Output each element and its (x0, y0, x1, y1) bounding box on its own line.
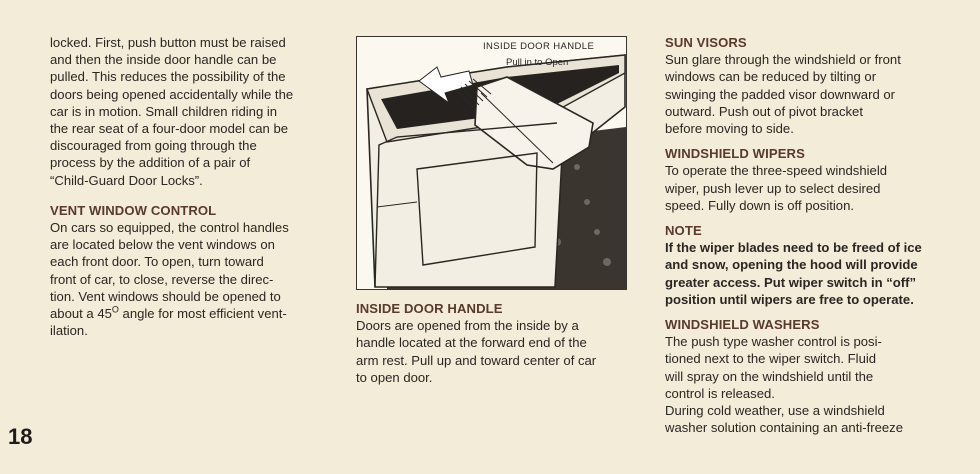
text-line: swinging the padded visor downward or (665, 86, 896, 102)
text-line: handle located at the forward end of the (356, 335, 587, 351)
angle-line-prefix: about a 45 (50, 306, 112, 322)
vent-window-heading: VENT WINDOW CONTROL (50, 202, 217, 218)
windshield-wipers-paragraph (665, 162, 939, 214)
vent-window-paragraph (50, 219, 322, 339)
text-line: discouraged from going through the (50, 138, 257, 154)
text-line: windows can be reduced by tilting or (665, 69, 877, 85)
sun-visors-heading: SUN VISORS (665, 35, 747, 50)
text-line: washer solution containing an anti-freeze (665, 420, 904, 436)
windshield-washers-heading: WINDSHIELD WASHERS (665, 317, 820, 333)
angle-line-suffix: angle for most efficient vent- (118, 306, 287, 322)
text-line: speed. Fully down is off position. (665, 197, 854, 213)
text-line: During cold weather, use a windshield (665, 403, 885, 419)
text-line: wiper, push lever up to select desired (665, 180, 881, 196)
windshield-washers-paragraph (665, 333, 939, 436)
text-line: “Child-Guard Door Locks”. (50, 172, 203, 188)
inside-door-handle-paragraph (356, 317, 628, 386)
text-line: tion. Vent windows should be opened to (50, 288, 281, 304)
inside-door-handle-heading: INSIDE DOOR HANDLE (356, 301, 503, 316)
illustration-caption: Pull in to Open (506, 57, 569, 68)
degree-mark: O (111, 304, 119, 315)
text-line: position until wipers are free to operate. (665, 291, 914, 307)
text-line: Doors are opened from the inside by a (356, 318, 579, 334)
text-line: car is in motion. Small children riding in (50, 103, 278, 119)
text-line: doors being opened accidentally while the (50, 86, 294, 102)
text-line: will spray on the windshield until the (665, 368, 874, 384)
text-line: ilation. (50, 323, 88, 339)
text-line: The push type washer control is posi- (665, 334, 882, 350)
text-line: control is released. (665, 385, 775, 401)
text-line: To operate the three-speed windshield (665, 163, 888, 179)
text-line: If the wiper blades need to be freed of ice (665, 240, 922, 256)
text-line: arm rest. Pull up and toward center of car (356, 352, 597, 368)
page-number: 18 (8, 424, 33, 449)
door-lock-paragraph (50, 34, 322, 189)
text-line: locked. First, push button must be raised (50, 35, 286, 50)
middle-column (356, 300, 628, 386)
text-line: outward. Push out of pivot bracket (665, 103, 863, 119)
windshield-wipers-heading: WINDSHIELD WIPERS (665, 146, 805, 162)
left-column (50, 34, 322, 339)
text-line: and snow, opening the hood will provide (665, 257, 918, 273)
illustration-title: INSIDE DOOR HANDLE (483, 41, 595, 52)
text-line: On cars so equipped, the control handles (50, 220, 289, 236)
text-line: to open door. (356, 369, 433, 385)
text-line: each front door. To open, turn toward (50, 254, 264, 270)
text-line: Sun glare through the windshield or front (665, 52, 901, 68)
text-line: tioned next to the wiper switch. Fluid (665, 351, 877, 367)
sun-visors-paragraph (665, 51, 939, 137)
right-column (665, 34, 939, 436)
text-line: process by the addition of a pair of (50, 155, 251, 171)
text-line: and then the inside door handle can be (50, 52, 277, 68)
text-line: the rear seat of a four-door model can be (50, 121, 289, 137)
text-line: are located below the vent windows on (50, 237, 275, 253)
text-line: pulled. This reduces the possibility of the (50, 69, 286, 85)
text-line: before moving to side. (665, 121, 794, 137)
note-paragraph (665, 239, 939, 308)
text-line: front of car, to close, reverse the direc- (50, 271, 274, 287)
note-heading: NOTE (665, 223, 702, 239)
door-handle-drawing (357, 37, 626, 289)
text-line: greater access. Put wiper switch in “off” (665, 274, 917, 290)
door-handle-illustration (356, 36, 627, 290)
